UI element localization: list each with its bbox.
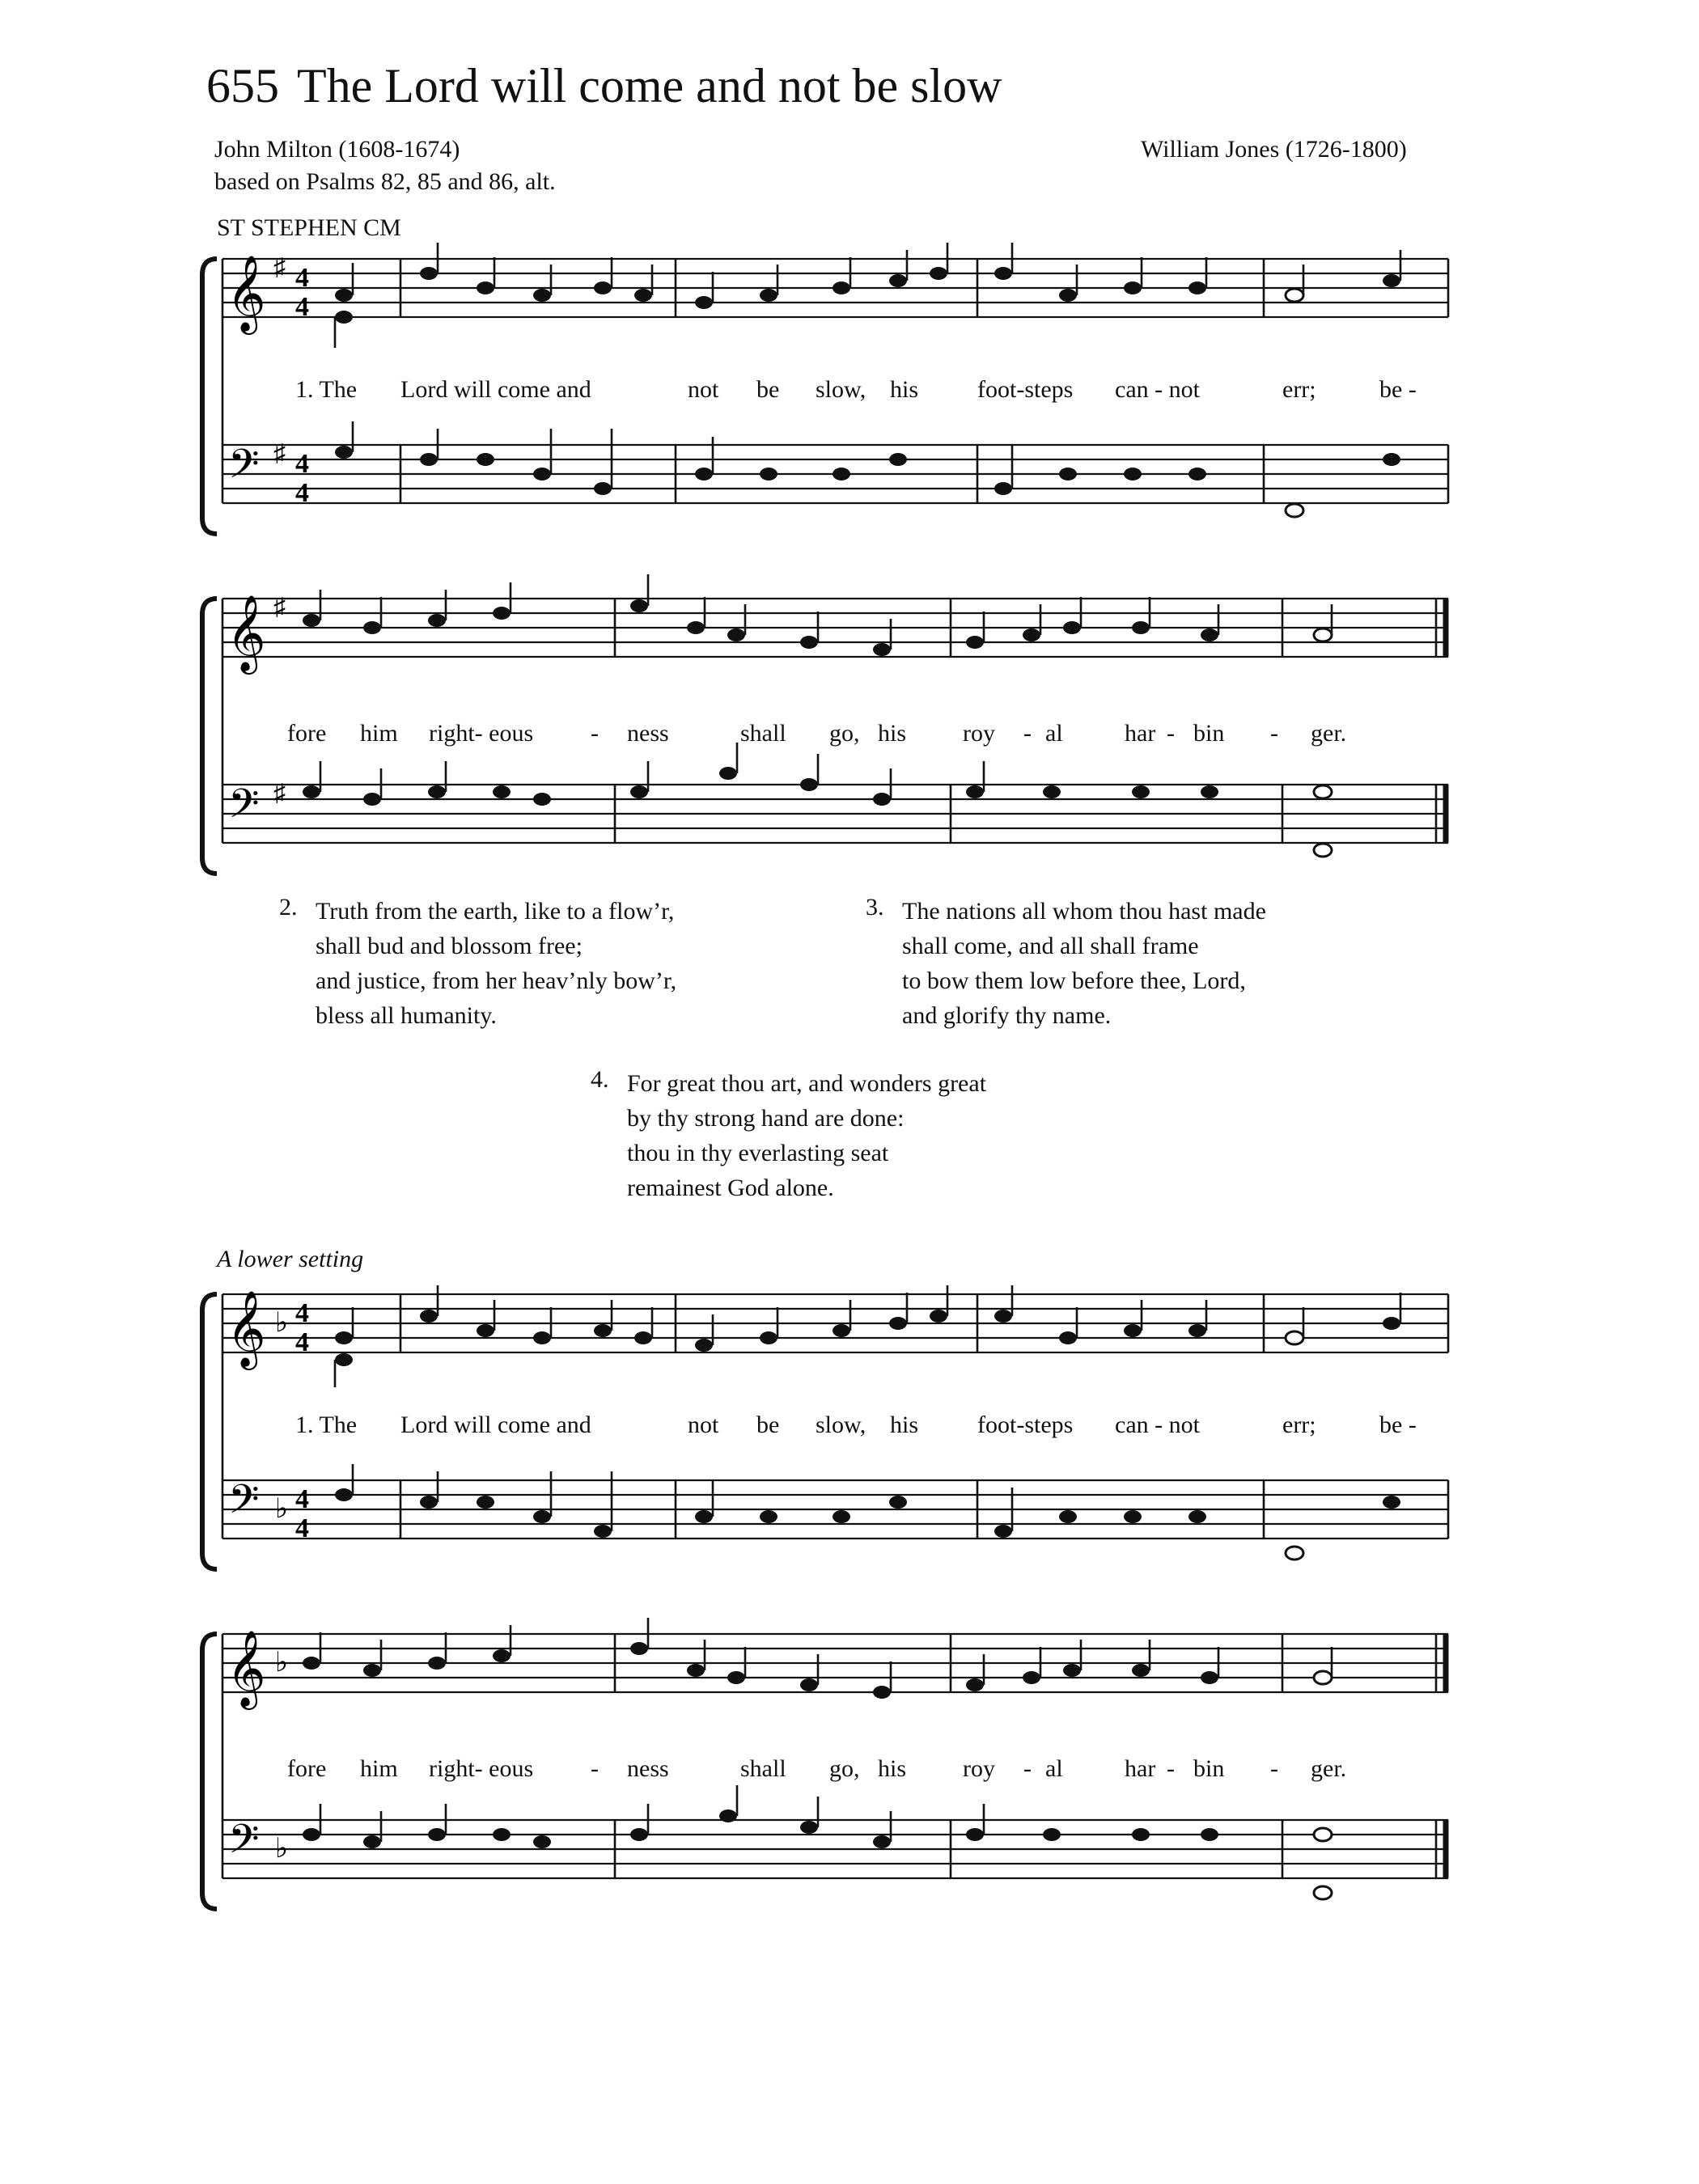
lyric-syllable: roy <box>963 1755 995 1782</box>
lyric-syllable: ness <box>627 720 669 747</box>
lyric-syllable: foot-steps <box>977 1412 1074 1438</box>
verse-line: and justice, from her heav’nly bow’r, <box>316 967 677 994</box>
lyric-syllable: fore <box>287 720 327 747</box>
verse-block <box>279 894 677 1033</box>
treble-clef-icon: 𝄞 <box>227 256 266 330</box>
words-author: John Milton (1608-1674) <box>214 136 460 163</box>
verse-line: For great thou art, and wonders great <box>627 1070 987 1097</box>
hymn-number: 655 <box>206 59 279 112</box>
lyric-syllable: shall <box>740 720 786 747</box>
bass-clef-icon: 𝄢 <box>228 442 260 496</box>
sharp-icon: ♯ <box>273 594 286 620</box>
lyric-syllable: right- eous <box>429 1755 534 1782</box>
bass-clef-icon: 𝄢 <box>228 782 260 836</box>
lower-setting-label: A lower setting <box>217 1246 364 1272</box>
lyric-syllable: har <box>1125 720 1156 747</box>
words-source: based on Psalms 82, 85 and 86, alt. <box>214 168 556 195</box>
treble-notes <box>335 1285 1400 1387</box>
verse-block <box>591 1066 987 1205</box>
music-composer: William Jones (1726-1800) <box>1141 136 1407 163</box>
verse-line: shall bud and blossom free; <box>316 933 583 959</box>
verse-line: to bow them low before thee, Lord, <box>902 967 1246 994</box>
time-signature-bottom: 4 <box>295 292 309 322</box>
verse-number: 2. <box>279 894 298 921</box>
lyric-syllable: 1. The <box>295 1412 358 1438</box>
lyric-syllable: can - not <box>1115 1412 1200 1438</box>
lyric-syllable: him <box>360 720 398 747</box>
lyric-syllable: can - not <box>1115 376 1200 403</box>
lyric-syllable: - <box>1023 720 1032 747</box>
brace <box>202 599 217 874</box>
time-signature-bottom: 4 <box>295 1513 309 1543</box>
lyric-syllable: Lord will come and <box>400 376 591 403</box>
verse-block <box>866 894 1266 1033</box>
brace <box>202 259 217 534</box>
lyric-syllable: - <box>1167 720 1175 747</box>
verse-line: Truth from the earth, like to a flow’r, <box>316 898 675 925</box>
treble-notes <box>303 574 1332 656</box>
bass-notes <box>335 1464 1400 1560</box>
time-signature-bottom: 4 <box>295 478 309 508</box>
verse-line: remainest God alone. <box>627 1175 834 1201</box>
lyric-syllable: err; <box>1282 376 1316 403</box>
lyric-syllable: go, <box>829 720 860 747</box>
lyric-syllable: him <box>360 1755 398 1782</box>
lyric-syllable: his <box>890 1412 919 1438</box>
lyric-syllable: not <box>688 376 719 403</box>
bass-clef-icon: 𝄢 <box>228 1478 260 1531</box>
hymn-heading <box>206 58 1002 114</box>
verse-line: The nations all whom thou hast made <box>902 898 1266 925</box>
lyric-syllable: - <box>1023 1755 1032 1782</box>
treble-notes <box>303 1618 1332 1699</box>
lyric-syllable: - <box>591 720 599 747</box>
flat-icon: ♭ <box>275 1648 289 1678</box>
bass-clef-icon: 𝄢 <box>228 1818 260 1871</box>
lyric-syllable: bin <box>1193 1755 1225 1782</box>
flat-icon: ♭ <box>275 1834 289 1864</box>
sharp-icon: ♯ <box>273 780 286 806</box>
verse-number: 4. <box>591 1066 609 1093</box>
lyric-syllable: his <box>878 720 907 747</box>
lyric-syllable: bin <box>1193 720 1225 747</box>
lyric-syllable: his <box>878 1755 907 1782</box>
bass-notes <box>303 1785 1332 1899</box>
lyric-syllable: ness <box>627 1755 669 1782</box>
lyric-syllable: - <box>1270 1755 1278 1782</box>
brace <box>202 1634 217 1909</box>
lyric-syllable: - <box>1167 1755 1175 1782</box>
lyric-syllable: al <box>1045 1755 1063 1782</box>
tune-name: ST STEPHEN CM <box>217 214 401 241</box>
treble-staff <box>222 1634 1448 1692</box>
flat-icon: ♭ <box>275 1308 289 1338</box>
lyric-syllable: not <box>688 1412 719 1438</box>
lyric-syllable: be <box>756 376 780 403</box>
treble-clef-icon: 𝄞 <box>227 1292 266 1365</box>
verse-line: shall come, and all shall frame <box>902 933 1199 959</box>
bass-staff <box>222 1820 1448 1878</box>
time-signature-top: 4 <box>295 1484 309 1514</box>
lyric-syllable: fore <box>287 1755 327 1782</box>
verse-number: 3. <box>866 894 884 921</box>
brace <box>202 1294 217 1569</box>
sharp-icon: ♯ <box>273 254 286 281</box>
lyric-syllable: roy <box>963 720 995 747</box>
time-signature-bottom: 4 <box>295 1327 309 1357</box>
lyric-syllable: - <box>591 1755 599 1782</box>
lyric-syllable: be <box>756 1412 780 1438</box>
verse-line: thou in thy everlasting seat <box>627 1140 889 1166</box>
lyric-syllable: foot-steps <box>977 376 1074 403</box>
lyric-syllable: right- eous <box>429 720 534 747</box>
treble-staff <box>222 599 1448 657</box>
lyric-syllable: his <box>890 376 919 403</box>
treble-clef-icon: 𝄞 <box>227 1632 266 1705</box>
hymn-title: The Lord will come and not be slow <box>297 59 1002 112</box>
sharp-icon: ♯ <box>273 440 286 467</box>
lyric-syllable: go, <box>829 1755 860 1782</box>
lyric-syllable: al <box>1045 720 1063 747</box>
lyric-syllable: be - <box>1379 376 1417 403</box>
time-signature-top: 4 <box>295 449 309 479</box>
lyric-syllable: slow, <box>816 376 866 403</box>
lyric-syllable: err; <box>1282 1412 1316 1438</box>
time-signature-top: 4 <box>295 1298 309 1328</box>
lyric-syllable: slow, <box>816 1412 866 1438</box>
lyric-syllable: Lord will come and <box>400 1412 591 1438</box>
flat-icon: ♭ <box>275 1494 289 1524</box>
time-signature-top: 4 <box>295 263 309 293</box>
lyric-syllable: be - <box>1379 1412 1417 1438</box>
verse-line: by thy strong hand are done: <box>627 1105 905 1132</box>
lyric-syllable: har <box>1125 1755 1156 1782</box>
lyric-syllable: 1. The <box>295 376 358 403</box>
lyric-syllable: ger. <box>1311 1755 1347 1782</box>
lyric-syllable: - <box>1270 720 1278 747</box>
verse-line: bless all humanity. <box>316 1002 497 1029</box>
lyric-syllable: ger. <box>1311 720 1347 747</box>
verse-line: and glorify thy name. <box>902 1002 1112 1029</box>
lyric-syllable: shall <box>740 1755 786 1782</box>
bass-staff <box>222 785 1448 843</box>
treble-clef-icon: 𝄞 <box>227 596 266 670</box>
